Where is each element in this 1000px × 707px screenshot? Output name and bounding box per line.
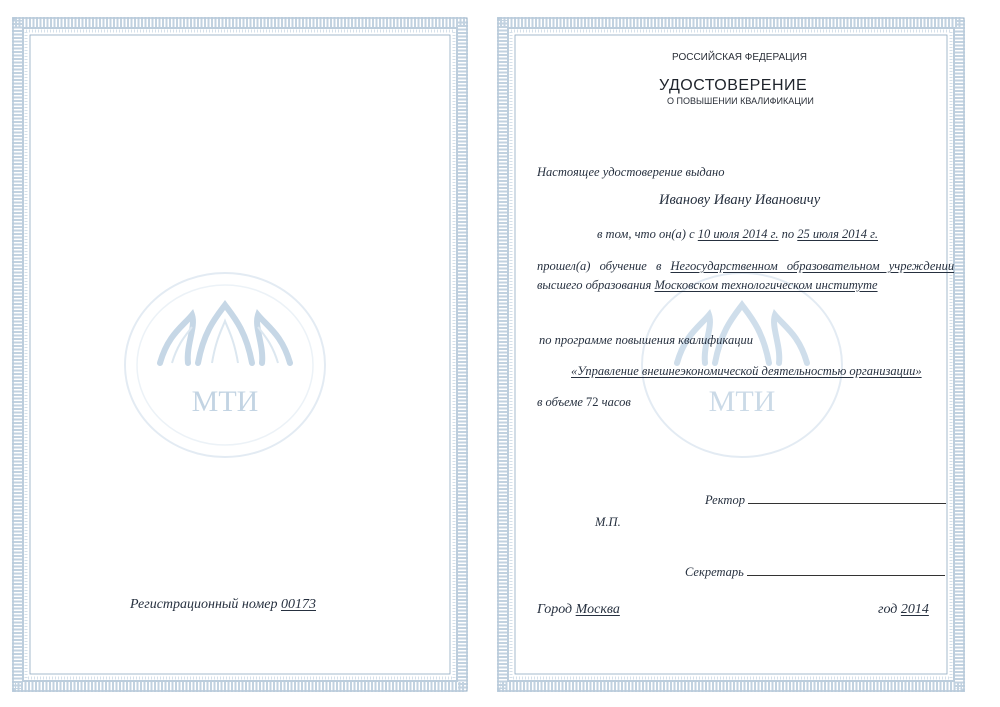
country-name: РОССИЙСКАЯ ФЕДЕРАЦИЯ <box>672 52 807 63</box>
institution-line-1: Негосударственном образовательном учреждении <box>670 259 955 273</box>
period-line <box>597 227 878 242</box>
right-page <box>497 17 965 692</box>
secretary-signature-line <box>747 563 945 576</box>
year-value: 2014 <box>900 602 929 617</box>
institute-emblem-icon <box>120 265 330 465</box>
registration-number: 00173 <box>280 597 316 612</box>
rector-line <box>705 491 946 508</box>
training-prefix: прошел(а) обучение в <box>537 259 662 273</box>
document-subtitle: О ПОВЫШЕНИИ КВАЛИФИКАЦИИ <box>667 96 814 106</box>
document-title: УДОСТОВЕРЕНИЕ <box>659 77 808 94</box>
registration-line <box>130 597 316 613</box>
date-from: 10 июля 2014 г. <box>697 227 779 241</box>
issued-label: Настоящее удостоверение выдано <box>537 165 725 179</box>
watermark-text: МТИ <box>708 385 776 418</box>
institution-line-2-prefix: высшего образования <box>537 278 652 292</box>
institution-line-2: Московском технологическом институте <box>654 278 878 292</box>
watermark-text: МТИ <box>191 385 259 418</box>
registration-label: Регистрационный номер <box>130 597 278 612</box>
recipient-name: Иванову Ивану Ивановичу <box>659 192 821 208</box>
training-line-1 <box>537 259 954 274</box>
left-page <box>12 17 468 692</box>
left-watermark <box>120 265 330 465</box>
volume-line <box>537 395 631 410</box>
stamp-label: М.П. <box>595 515 621 529</box>
volume-unit: часов <box>601 395 631 409</box>
secretary-line <box>685 563 945 580</box>
volume-prefix: в объеме <box>537 395 583 409</box>
secretary-label: Секретарь <box>685 565 744 579</box>
volume-hours: 72 <box>586 395 599 409</box>
date-to: 25 июля 2014 г. <box>797 227 878 241</box>
city-name: Москва <box>575 602 620 617</box>
city-label: Город <box>537 602 573 617</box>
year-label: год <box>878 602 898 617</box>
year-line <box>878 602 929 618</box>
training-line-2 <box>537 278 878 293</box>
program-label: по программе повышения квалификации <box>539 333 753 347</box>
rector-signature-line <box>748 491 946 504</box>
program-name: «Управление внешнеэкономической деятельностью организации» <box>571 364 922 378</box>
period-mid: по <box>781 227 795 241</box>
city-line <box>537 602 620 618</box>
rector-label: Ректор <box>705 493 745 507</box>
period-prefix: в том, что он(а) с <box>597 227 695 241</box>
